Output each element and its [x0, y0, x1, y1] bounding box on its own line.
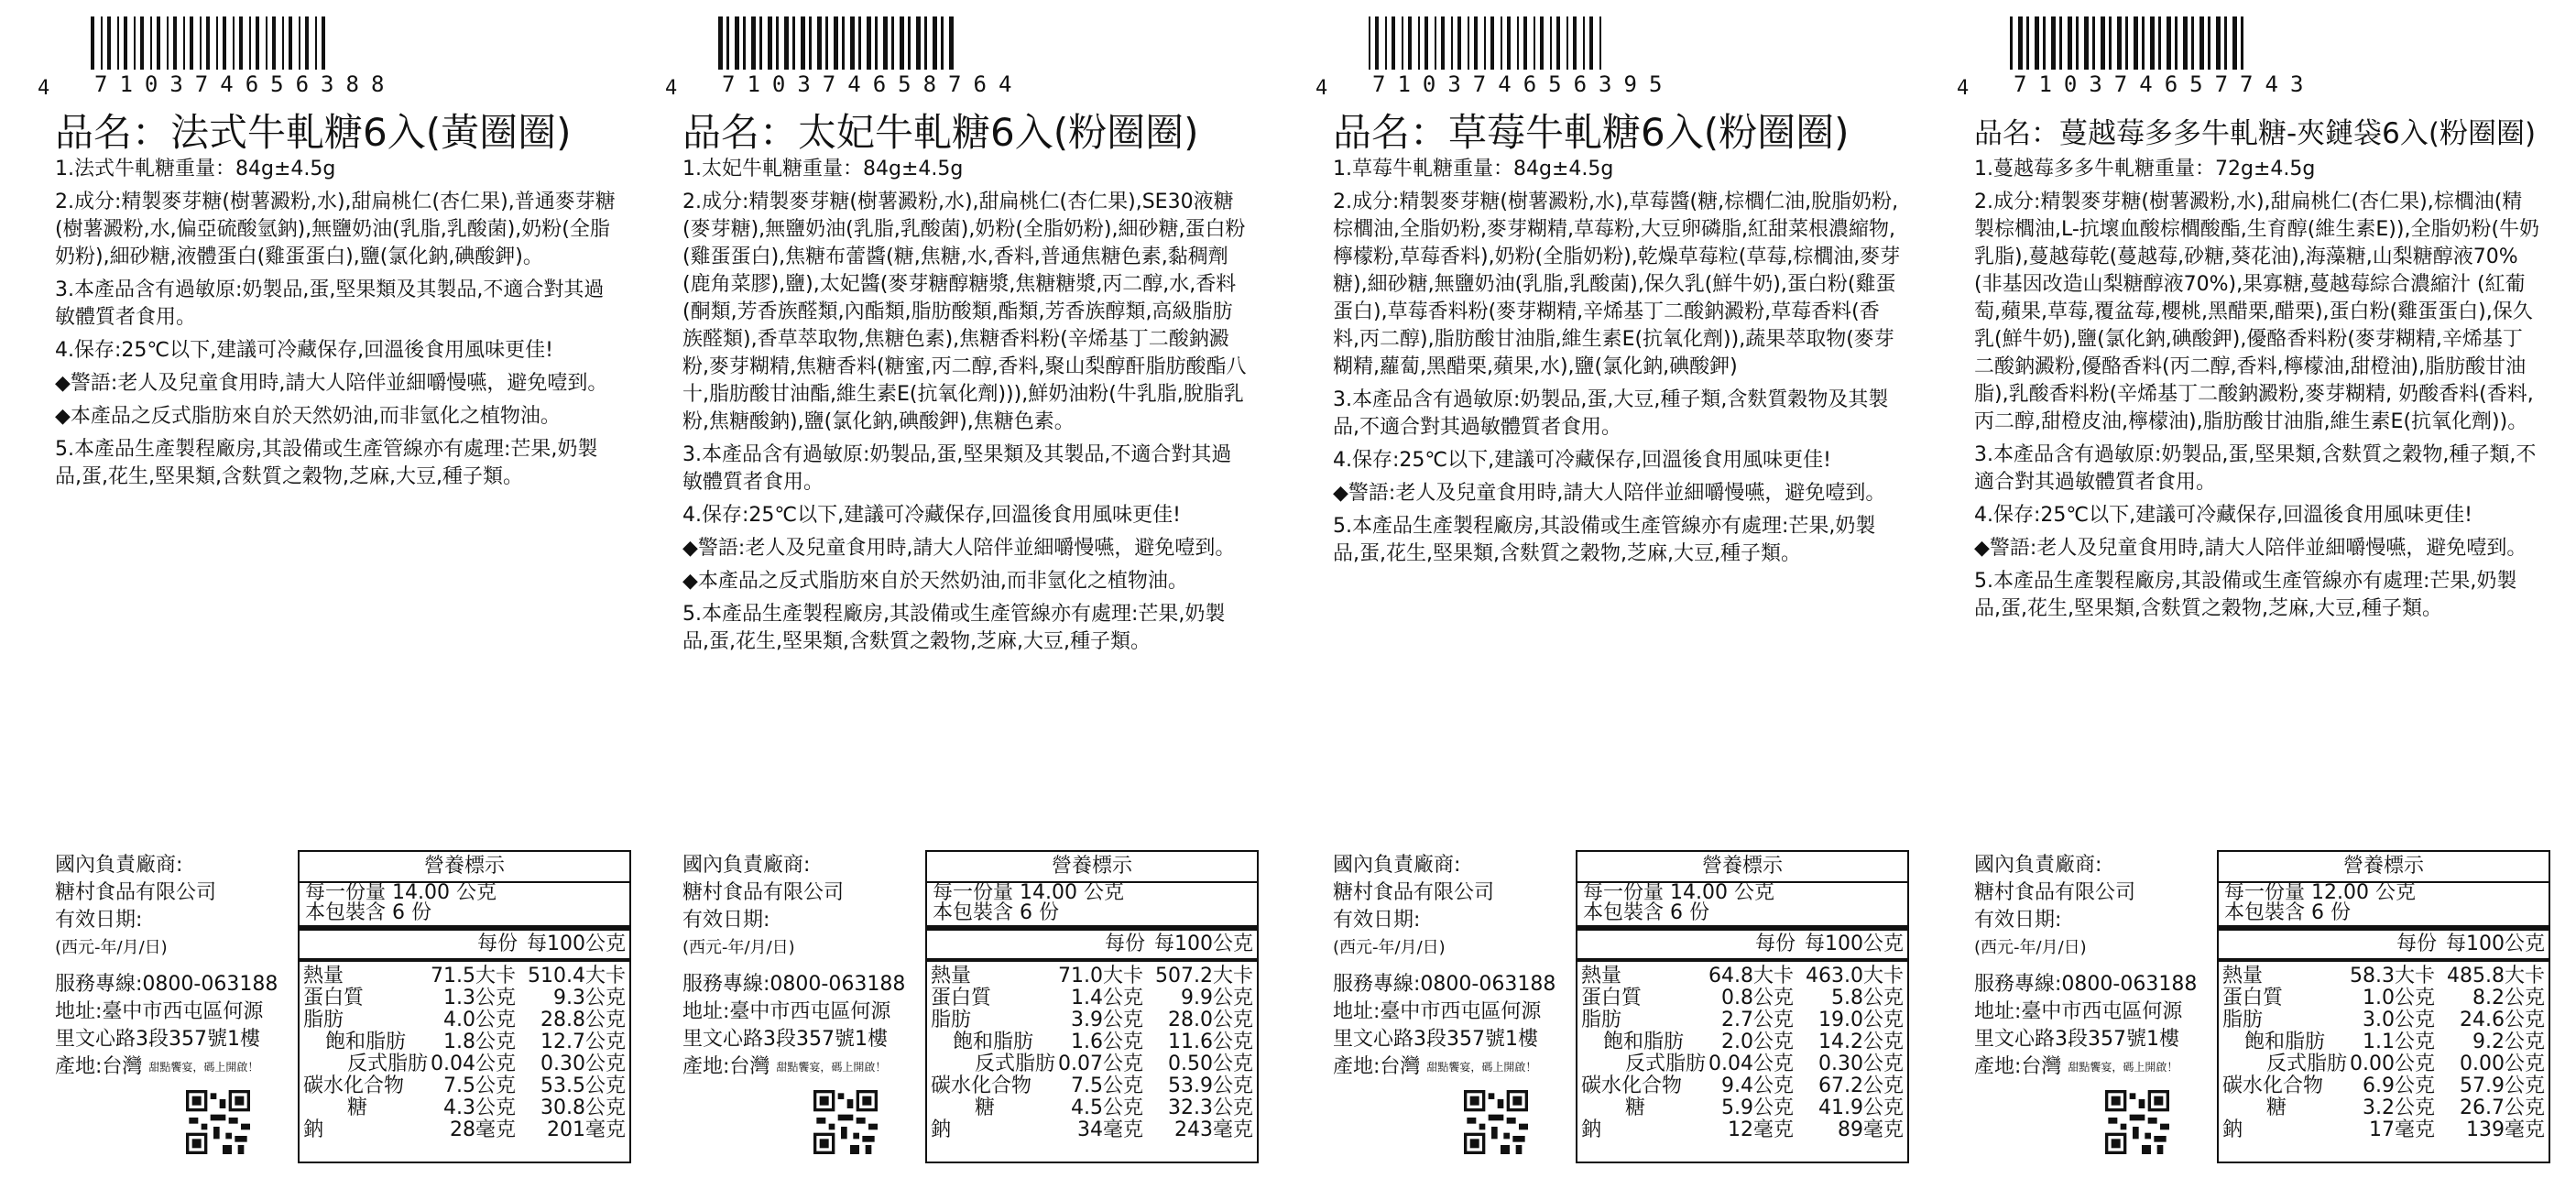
- per-100g-value: 510.4大卡: [528, 965, 626, 987]
- nutrition-facts-table: [1576, 850, 1909, 1163]
- per-serving-value: 0.8公克: [1721, 987, 1794, 1009]
- nutrient-name: 熱量: [931, 965, 972, 987]
- nutrient-name: 飽和脂肪: [2244, 1031, 2326, 1053]
- per-serving-value: 28毫克: [450, 1118, 516, 1141]
- manufacturer-info: [55, 852, 321, 1081]
- barcode-number: 710374656395: [1372, 71, 1675, 97]
- per-100g-value: 30.8公克: [540, 1096, 626, 1119]
- barcode-lead-digit: 4: [38, 77, 50, 100]
- per-serving-value: 71.5大卡: [431, 965, 516, 987]
- barcode-number: 710374656388: [94, 71, 397, 97]
- serving-size: 每一份量 14.00 公克: [1583, 881, 1774, 904]
- info-paragraph: ◆本產品之反式脂肪來自於天然奶油,而非氫化之植物油。: [682, 570, 1188, 593]
- info-paragraph: 1.草莓牛軋糖重量：84g±4.5g: [1333, 158, 1614, 180]
- nutrition-row: [1577, 1119, 1907, 1141]
- nutrient-name: 脂肪: [1581, 1009, 1622, 1031]
- per-100g-value: 5.8公克: [1831, 987, 1904, 1009]
- per-100g-value: 67.2公克: [1818, 1074, 1904, 1097]
- resp-title: 國內負責廠商:: [1974, 854, 2102, 877]
- address-line: 里文心路3段357號1樓: [55, 1028, 260, 1051]
- per-100g-value: 11.6公克: [1168, 1031, 1253, 1053]
- nutrient-name: 糖: [2266, 1096, 2287, 1119]
- col-per-100g: 每100公克: [2446, 933, 2545, 955]
- nutrient-name: 熱量: [1581, 965, 1622, 987]
- serving-size: 每一份量 14.00 公克: [305, 881, 497, 904]
- info-paragraph: 3.本產品含有過敏原:奶製品,蛋,大豆,種子類,含麩質穀物及其製品,不適合對其過敏體質者食用。: [1333, 388, 1889, 439]
- nutrition-title: 營養標示: [2219, 852, 2549, 883]
- per-serving-value: 0.04公克: [431, 1053, 516, 1075]
- per-100g-value: 463.0大卡: [1806, 965, 1904, 987]
- info-paragraph: 5.本產品生產製程廠房,其設備或生產管線亦有處理:芒果,奶製品,蛋,花生,堅果類,含麩質之穀物,芝麻,大豆,種子類。: [55, 438, 598, 488]
- nutrient-name: 脂肪: [2222, 1009, 2264, 1031]
- col-per-serving: 每份: [1104, 933, 1145, 955]
- product-info: [55, 156, 623, 496]
- per-serving-value: 0.04公克: [1708, 1053, 1794, 1075]
- nutrition-facts-table: [925, 850, 1259, 1163]
- nutrient-name: 飽和脂肪: [953, 1031, 1034, 1053]
- nutrient-name: 反式脂肪: [975, 1053, 1056, 1075]
- per-serving-value: 12毫克: [1728, 1118, 1794, 1141]
- per-serving-value: 9.4公克: [1721, 1074, 1794, 1097]
- nutrition-row: [927, 1097, 1257, 1119]
- info-paragraph: 2.成分:精製麥芽糖(樹薯澱粉,水),甜扁桃仁(杏仁果),棕櫚油(精製棕櫚油,L-抗壞血酸棕櫚酸酯,生育醇(維生素E)),全脂奶粉(牛奶乳脂),蔓越莓乾(蔓越莓,砂糖,葵花油),海藻糖,山梨糖醇液70%(非基因改造山梨糖醇液70%),果寡糖,蔓越莓綜合濃縮汁 (紅葡萄,蘋果,草莓,覆盆莓,櫻桃,黑醋栗,醋栗),蛋白粉(雞蛋蛋白),保久乳(鮮牛奶),鹽(氯化鈉,碘酸鉀),優酪香料粉(麥芽糊精,辛烯基丁二酸鈉澱粉,優酪香料(丙二醇,香料,檸檬油,甜橙油),脂肪酸甘油脂),乳酸香料粉(辛烯基丁二酸鈉澱粉,麥芽糊精, 奶酸香料(香料,丙二醇,甜橙皮油,檸檬油),脂肪酸甘油脂,維生素E(抗氧化劑))。: [1974, 191, 2540, 433]
- product-name: 品名：草莓牛軋糖6入(粉圈圈): [1333, 110, 1850, 155]
- nutrient-name: 糖: [347, 1096, 368, 1119]
- per-100g-value: 485.8大卡: [2447, 965, 2545, 987]
- per-100g-value: 243毫克: [1174, 1118, 1253, 1141]
- manufacturer-info: [1974, 852, 2240, 1081]
- info-paragraph: 2.成分:精製麥芽糖(樹薯澱粉,水),甜扁桃仁(杏仁果),普通麥芽糖(樹薯澱粉,水,偏亞硫酸氫鈉),無鹽奶油(乳脂,乳酸菌),奶粉(全脂奶粉),細砂糖,液體蛋白(雞蛋蛋白),鹽(氯化鈉,碘酸鉀)。: [55, 191, 616, 268]
- company-name: 糖村食品有限公司: [1333, 881, 1495, 904]
- nutrition-row: [1577, 1075, 1907, 1097]
- address-line: 地址:臺中市西屯區何源: [55, 1000, 264, 1023]
- nutrition-row: [2219, 1053, 2549, 1075]
- nutrition-row: [927, 987, 1257, 1009]
- info-paragraph: ◆本產品之反式脂肪來自於天然奶油,而非氫化之植物油。: [55, 405, 561, 428]
- manufacturer-info: [1333, 852, 1599, 1081]
- nutrition-header: [300, 931, 629, 962]
- nutrient-name: 碳水化合物: [303, 1074, 405, 1097]
- barcode: [1957, 16, 2382, 101]
- nutrition-row: [300, 987, 629, 1009]
- barcode: [1315, 16, 1741, 101]
- company-name: 糖村食品有限公司: [682, 881, 845, 904]
- product-label: [1957, 0, 2565, 1178]
- origin: 產地:台灣 甜點饗宴，碼上開啟！: [682, 1055, 887, 1078]
- nutrition-row: [1577, 1031, 1907, 1053]
- per-100g-value: 9.3公克: [553, 987, 626, 1009]
- nutrient-name: 反式脂肪: [1625, 1053, 1707, 1075]
- nutrition-row: [927, 1031, 1257, 1053]
- per-serving-value: 1.6公克: [1071, 1031, 1143, 1053]
- nutrient-name: 蛋白質: [1581, 987, 1643, 1009]
- nutrient-name: 脂肪: [303, 1009, 344, 1031]
- nutrient-name: 脂肪: [931, 1009, 972, 1031]
- product-info: [1333, 156, 1901, 573]
- col-per-100g: 每100公克: [1154, 933, 1253, 955]
- per-100g-value: 0.30公克: [1818, 1053, 1904, 1075]
- address-line: 地址:臺中市西屯區何源: [1974, 1000, 2183, 1023]
- info-paragraph: 4.保存:25℃以下,建議可冷藏保存,回溫後食用風味更佳!: [682, 504, 1181, 527]
- per-serving-value: 3.9公克: [1071, 1009, 1143, 1031]
- col-per-serving: 每份: [2396, 933, 2437, 955]
- per-100g-value: 0.30公克: [540, 1053, 626, 1075]
- nutrient-name: 反式脂肪: [347, 1053, 429, 1075]
- manufacturer-info: [682, 852, 948, 1081]
- per-serving-value: 5.9公克: [1721, 1096, 1794, 1119]
- info-paragraph: ◆警語:老人及兒童食用時,請大人陪伴並細嚼慢嚥，避免噎到。: [682, 537, 1236, 560]
- nutrition-row: [300, 1119, 629, 1141]
- per-100g-value: 41.9公克: [1818, 1096, 1904, 1119]
- hotline: 服務專線:0800-063188: [1974, 973, 2198, 996]
- per-100g-value: 9.9公克: [1181, 987, 1253, 1009]
- nutrition-row: [1577, 1053, 1907, 1075]
- per-100g-value: 12.7公克: [540, 1031, 626, 1053]
- per-100g-value: 19.0公克: [1818, 1009, 1904, 1031]
- per-serving-value: 7.5公克: [1071, 1074, 1143, 1097]
- info-paragraph: ◆警語:老人及兒童食用時,請大人陪伴並細嚼慢嚥，避免噎到。: [1333, 482, 1886, 505]
- nutrition-row: [2219, 987, 2549, 1009]
- nutrition-facts-table: [298, 850, 631, 1163]
- resp-title: 國內負責廠商:: [55, 854, 183, 877]
- nutrition-row: [927, 1119, 1257, 1141]
- address-line: 里文心路3段357號1樓: [1333, 1028, 1538, 1051]
- per-100g-value: 24.6公克: [2460, 1009, 2545, 1031]
- info-paragraph: 5.本產品生產製程廠房,其設備或生產管線亦有處理:芒果,奶製品,蛋,花生,堅果類,含麩質之穀物,芝麻,大豆,種子類。: [1974, 570, 2517, 620]
- product-label: [1315, 0, 1924, 1178]
- nutrition-row: [300, 1009, 629, 1031]
- per-100g-value: 507.2大卡: [1155, 965, 1253, 987]
- barcode-number: 710374657743: [2014, 71, 2316, 97]
- address-line: 地址:臺中市西屯區何源: [682, 1000, 891, 1023]
- per-serving-value: 64.8大卡: [1708, 965, 1794, 987]
- info-paragraph: 5.本產品生產製程廠房,其設備或生產管線亦有處理:芒果,奶製品,蛋,花生,堅果類,含麩質之穀物,芝麻,大豆,種子類。: [1333, 515, 1876, 565]
- nutrient-name: 鈉: [2222, 1118, 2243, 1141]
- nutrient-name: 糖: [1625, 1096, 1646, 1119]
- info-paragraph: 3.本產品含有過敏原:奶製品,蛋,堅果類及其製品,不適合對其過敏體質者食用。: [55, 278, 605, 329]
- per-100g-value: 0.50公克: [1168, 1053, 1253, 1075]
- qr-note: 甜點饗宴，碼上開啟！: [148, 1061, 259, 1074]
- company-name: 糖村食品有限公司: [1974, 881, 2136, 904]
- nutrition-row: [300, 1097, 629, 1119]
- nutrient-name: 熱量: [303, 965, 344, 987]
- per-serving-value: 1.8公克: [443, 1031, 516, 1053]
- nutrient-name: 鈉: [931, 1118, 952, 1141]
- per-serving-value: 3.0公克: [2363, 1009, 2435, 1031]
- per-serving-value: 0.00公克: [2350, 1053, 2435, 1075]
- per-100g-value: 57.9公克: [2460, 1074, 2545, 1097]
- nutrition-row: [1577, 965, 1907, 987]
- nutrition-row: [300, 1075, 629, 1097]
- nutrient-name: 熱量: [2222, 965, 2264, 987]
- per-serving-value: 7.5公克: [443, 1074, 516, 1097]
- product-name: 品名：太妃牛軋糖6入(粉圈圈): [682, 110, 1199, 155]
- per-serving-value: 17毫克: [2369, 1118, 2435, 1141]
- barcode: [38, 16, 463, 101]
- product-label: [38, 0, 628, 1178]
- qr-code-icon: [2105, 1090, 2169, 1154]
- resp-title: 國內負責廠商:: [1333, 854, 1461, 877]
- nutrient-name: 鈉: [1581, 1118, 1602, 1141]
- hotline: 服務專線:0800-063188: [682, 973, 906, 996]
- servings-per-pack: 本包裝含 6 份: [305, 901, 431, 924]
- nutrient-name: 糖: [975, 1096, 996, 1119]
- nutrition-row: [1577, 1097, 1907, 1119]
- barcode: [665, 16, 1090, 101]
- per-100g-value: 14.2公克: [1818, 1031, 1904, 1053]
- nutrition-title: 營養標示: [300, 852, 629, 883]
- qr-code-icon: [1464, 1090, 1528, 1154]
- nutrient-name: 蛋白質: [2222, 987, 2284, 1009]
- info-paragraph: 4.保存:25℃以下,建議可冷藏保存,回溫後食用風味更佳!: [55, 339, 553, 362]
- nutrition-row: [1577, 987, 1907, 1009]
- per-serving-value: 6.9公克: [2363, 1074, 2435, 1097]
- nutrient-name: 蛋白質: [931, 987, 992, 1009]
- address-line: 里文心路3段357號1樓: [682, 1028, 888, 1051]
- per-serving-value: 1.0公克: [2363, 987, 2435, 1009]
- per-serving-value: 2.7公克: [1721, 1009, 1794, 1031]
- per-serving-value: 0.07公克: [1058, 1053, 1143, 1075]
- nutrition-row: [1577, 1009, 1907, 1031]
- per-serving-value: 4.0公克: [443, 1009, 516, 1031]
- nutrient-name: 鈉: [303, 1118, 324, 1141]
- date-format: (西元-年/月/日): [1333, 938, 1446, 957]
- serving-size: 每一份量 14.00 公克: [933, 881, 1124, 904]
- product-info: [682, 156, 1250, 661]
- per-100g-value: 32.3公克: [1168, 1096, 1253, 1119]
- address-line: 地址:臺中市西屯區何源: [1333, 1000, 1542, 1023]
- nutrition-row: [927, 1075, 1257, 1097]
- qr-code-icon: [186, 1090, 250, 1154]
- info-paragraph: 1.太妃牛軋糖重量：84g±4.5g: [682, 158, 964, 180]
- barcode-number: 710374658764: [722, 71, 1024, 97]
- qr-note: 甜點饗宴，碼上開啟！: [1426, 1061, 1537, 1074]
- nutrient-name: 反式脂肪: [2266, 1053, 2348, 1075]
- info-paragraph: ◆警語:老人及兒童食用時,請大人陪伴並細嚼慢嚥，避免噎到。: [1974, 537, 2527, 560]
- nutrition-row: [927, 1053, 1257, 1075]
- nutrition-row: [2219, 1119, 2549, 1141]
- info-paragraph: 1.蔓越莓多多牛軋糖重量：72g±4.5g: [1974, 158, 2316, 180]
- nutrition-row: [300, 1031, 629, 1053]
- per-100g-value: 26.7公克: [2460, 1096, 2545, 1119]
- col-per-serving: 每份: [1754, 933, 1796, 955]
- nutrition-facts-table: [2217, 850, 2550, 1163]
- per-serving-value: 71.0大卡: [1058, 965, 1143, 987]
- info-paragraph: 2.成分:精製麥芽糖(樹薯澱粉,水),甜扁桃仁(杏仁果),SE30液糖(麥芽糖),無鹽奶油(乳脂,乳酸菌),奶粉(全脂奶粉),細砂糖,蛋白粉(雞蛋蛋白),焦糖布蕾醬(糖,焦糖,水,香料,普通焦糖色素,黏稠劑(鹿角菜膠),鹽),太妃醬(麥芽糖醇糖漿,焦糖糖漿,丙二醇,水,香料(酮類,芳香族醛類,內酯類,脂肪酸類,酯類,芳香族醇類,高級脂肪族醛類),香草萃取物,焦糖色素),焦糖香料粉(辛烯基丁二酸鈉澱粉,麥芽糊精,焦糖香料(糖蜜,丙二醇,香料,聚山梨醇酐脂肪酸酯八十,脂肪酸甘油酯,維生素E(抗氧化劑))),鮮奶油粉(牛乳脂,脫脂乳粉,焦糖酸鈉),鹽(氯化鈉,碘酸鉀),焦糖色素。: [682, 191, 1247, 433]
- info-paragraph: ◆警語:老人及兒童食用時,請大人陪伴並細嚼慢嚥，避免噎到。: [55, 372, 608, 395]
- origin: 產地:台灣 甜點饗宴，碼上開啟！: [1333, 1055, 1537, 1078]
- nutrition-row: [300, 1053, 629, 1075]
- nutrition-header: [2219, 931, 2549, 962]
- info-paragraph: 2.成分:精製麥芽糖(樹薯澱粉,水),草莓醬(糖,棕櫚仁油,脫脂奶粉,棕櫚油,全脂奶粉,麥芽糊精,草莓粉,大豆卵磷脂,紅甜菜根濃縮物,檸檬粉,草莓香料),奶粉(全脂奶粉),乾燥草莓粒(草莓,棕櫚油,麥芽糖),細砂糖,無鹽奶油(乳脂,乳酸菌),保久乳(鮮牛奶),蛋白粉(雞蛋蛋白),草莓香料粉(麥芽糊精,辛烯基丁二酸鈉澱粉,草莓香料(香料,丙二醇),脂肪酸甘油脂,維生素E(抗氧化劑)),蔬果萃取物(麥芽糊精,蘿蔔,黑醋栗,蘋果,水),鹽(氯化鈉,碘酸鉀): [1333, 191, 1901, 378]
- per-100g-value: 53.5公克: [540, 1074, 626, 1097]
- servings-per-pack: 本包裝含 6 份: [1583, 901, 1709, 924]
- origin: 產地:台灣 甜點饗宴，碼上開啟！: [1974, 1055, 2178, 1078]
- barcode-lead-digit: 4: [1957, 77, 1970, 100]
- per-serving-value: 1.3公克: [443, 987, 516, 1009]
- nutrient-name: 碳水化合物: [2222, 1074, 2324, 1097]
- per-serving-value: 4.5公克: [1071, 1096, 1143, 1119]
- resp-title: 國內負責廠商:: [682, 854, 811, 877]
- date-format: (西元-年/月/日): [1974, 938, 2087, 957]
- per-100g-value: 139毫克: [2466, 1118, 2545, 1141]
- date-format: (西元-年/月/日): [682, 938, 795, 957]
- per-100g-value: 89毫克: [1838, 1118, 1904, 1141]
- nutrient-name: 飽和脂肪: [325, 1031, 407, 1053]
- info-paragraph: 5.本產品生產製程廠房,其設備或生產管線亦有處理:芒果,奶製品,蛋,花生,堅果類,含麩質之穀物,芝麻,大豆,種子類。: [682, 603, 1226, 653]
- info-paragraph: 4.保存:25℃以下,建議可冷藏保存,回溫後食用風味更佳!: [1333, 449, 1831, 472]
- per-100g-value: 28.8公克: [540, 1009, 626, 1031]
- per-100g-value: 28.0公克: [1168, 1009, 1253, 1031]
- per-serving-value: 2.0公克: [1721, 1031, 1794, 1053]
- nutrition-row: [2219, 1009, 2549, 1031]
- expiry-label: 有效日期:: [682, 909, 770, 932]
- per-100g-value: 0.00公克: [2460, 1053, 2545, 1075]
- nutrition-title: 營養標示: [1577, 852, 1907, 883]
- serving-size: 每一份量 12.00 公克: [2224, 881, 2416, 904]
- date-format: (西元-年/月/日): [55, 938, 168, 957]
- product-label: [665, 0, 1273, 1178]
- nutrition-row: [2219, 965, 2549, 987]
- col-per-100g: 每100公克: [1805, 933, 1904, 955]
- per-100g-value: 201毫克: [547, 1118, 626, 1141]
- nutrition-row: [2219, 1097, 2549, 1119]
- nutrition-title: 營養標示: [927, 852, 1257, 883]
- expiry-label: 有效日期:: [1974, 909, 2062, 932]
- per-serving-value: 58.3大卡: [2350, 965, 2435, 987]
- company-name: 糖村食品有限公司: [55, 881, 217, 904]
- per-serving-value: 1.4公克: [1071, 987, 1143, 1009]
- per-serving-value: 3.2公克: [2363, 1096, 2435, 1119]
- info-paragraph: 3.本產品含有過敏原:奶製品,蛋,堅果類,含麩質之穀物,種子類,不適合對其過敏體質者食用。: [1974, 443, 2537, 494]
- per-100g-value: 53.9公克: [1168, 1074, 1253, 1097]
- nutrient-name: 碳水化合物: [931, 1074, 1032, 1097]
- expiry-label: 有效日期:: [55, 909, 143, 932]
- nutrition-row: [300, 965, 629, 987]
- nutrient-name: 蛋白質: [303, 987, 365, 1009]
- expiry-label: 有效日期:: [1333, 909, 1421, 932]
- qr-note: 甜點饗宴，碼上開啟！: [776, 1061, 887, 1074]
- per-serving-value: 4.3公克: [443, 1096, 516, 1119]
- info-paragraph: 3.本產品含有過敏原:奶製品,蛋,堅果類及其製品,不適合對其過敏體質者食用。: [682, 443, 1232, 494]
- servings-per-pack: 本包裝含 6 份: [933, 901, 1059, 924]
- nutrition-row: [2219, 1075, 2549, 1097]
- per-100g-value: 8.2公克: [2472, 987, 2545, 1009]
- col-per-serving: 每份: [476, 933, 518, 955]
- nutrition-header: [1577, 931, 1907, 962]
- product-name: 品名：法式牛軋糖6入(黃圈圈): [55, 110, 572, 155]
- qr-note: 甜點饗宴，碼上開啟！: [2068, 1061, 2178, 1074]
- col-per-100g: 每100公克: [527, 933, 626, 955]
- barcode-lead-digit: 4: [1315, 77, 1328, 100]
- per-100g-value: 9.2公克: [2472, 1031, 2545, 1053]
- nutrient-name: 碳水化合物: [1581, 1074, 1683, 1097]
- address-line: 里文心路3段357號1樓: [1974, 1028, 2179, 1051]
- nutrition-row: [927, 965, 1257, 987]
- hotline: 服務專線:0800-063188: [1333, 973, 1556, 996]
- info-paragraph: 1.法式牛軋糖重量：84g±4.5g: [55, 158, 336, 180]
- nutrition-header: [927, 931, 1257, 962]
- per-serving-value: 34毫克: [1077, 1118, 1143, 1141]
- nutrition-row: [2219, 1031, 2549, 1053]
- nutrition-row: [927, 1009, 1257, 1031]
- per-serving-value: 1.1公克: [2363, 1031, 2435, 1053]
- servings-per-pack: 本包裝含 6 份: [2224, 901, 2351, 924]
- hotline: 服務專線:0800-063188: [55, 973, 278, 996]
- qr-code-icon: [813, 1090, 878, 1154]
- product-name: 品名：蔓越莓多多牛軋糖-夾鏈袋6入(粉圈圈): [1974, 117, 2537, 150]
- product-info: [1974, 156, 2542, 628]
- info-paragraph: 4.保存:25℃以下,建議可冷藏保存,回溫後食用風味更佳!: [1974, 504, 2472, 527]
- nutrient-name: 飽和脂肪: [1603, 1031, 1685, 1053]
- origin: 產地:台灣 甜點饗宴，碼上開啟！: [55, 1055, 259, 1078]
- barcode-lead-digit: 4: [665, 77, 678, 100]
